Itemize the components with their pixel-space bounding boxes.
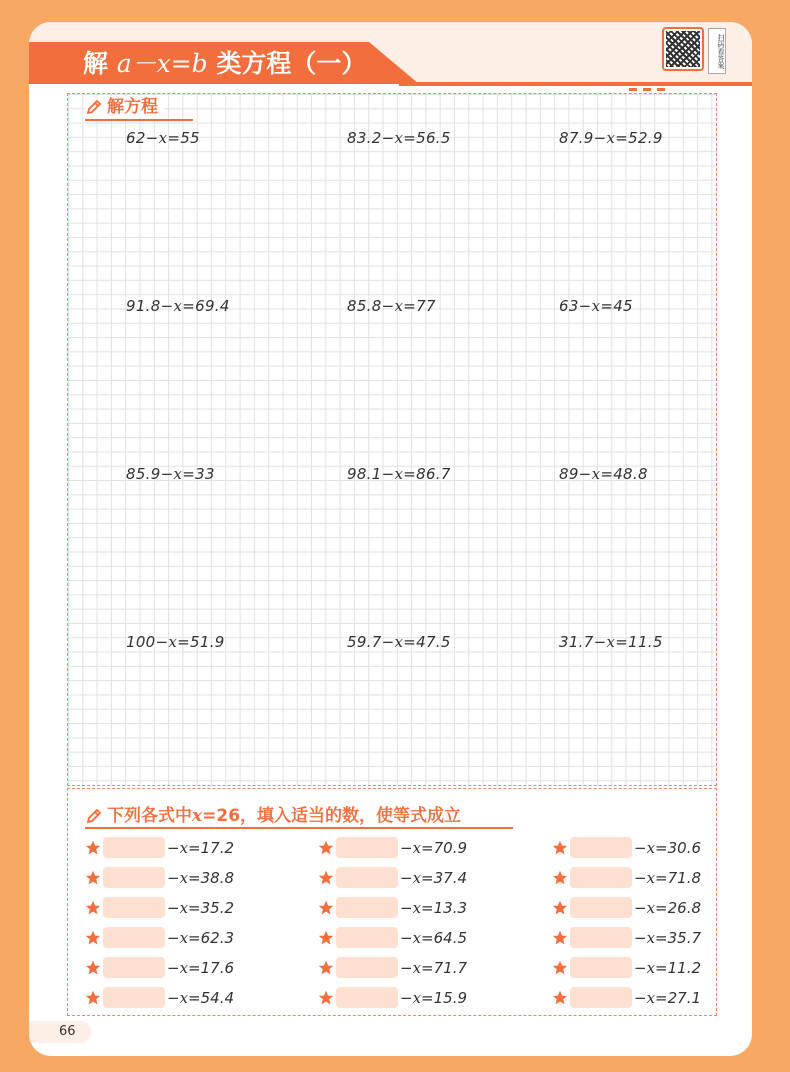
fill-variable: x (179, 839, 189, 857)
equation-item (559, 465, 648, 483)
fill-in-item (318, 867, 478, 889)
qr-label: 扫码看答案 (708, 28, 726, 74)
equation-item (347, 129, 451, 147)
answer-blank[interactable] (570, 927, 632, 948)
equation-item (347, 633, 451, 651)
equation-left: 85.9− (126, 465, 174, 483)
fill-right: =54.4 (188, 989, 235, 1007)
fill-right: =71.7 (421, 959, 468, 977)
equation-left: 91.8− (126, 297, 174, 315)
fill-in-item (552, 987, 712, 1009)
equation-left: 31.7− (559, 633, 607, 651)
section-heading-text: 解方程 (107, 97, 158, 117)
title-prefix: 解 (83, 49, 109, 78)
fill-variable: x (412, 989, 422, 1007)
equation-item (347, 297, 436, 315)
fill-in-item (85, 867, 245, 889)
equation-left: 85.8− (347, 297, 395, 315)
star-icon (85, 900, 101, 916)
fill-right: =38.8 (188, 869, 235, 887)
fill-in-item (552, 837, 712, 859)
answer-blank[interactable] (570, 867, 632, 888)
equation-right: =86.7 (403, 465, 451, 483)
equation-item (126, 465, 215, 483)
equation-right: =33 (182, 465, 215, 483)
fill-variable: x (179, 869, 189, 887)
fill-in-equation: −x=15.9 (400, 989, 468, 1007)
equation-variable: x (168, 633, 178, 651)
fill-in-equation: −x=62.3 (167, 929, 235, 947)
fill-right: =27.1 (655, 989, 702, 1007)
star-icon (318, 930, 334, 946)
fill-variable: x (179, 929, 189, 947)
fill-right: =15.9 (421, 989, 468, 1007)
page-number: 66 (29, 1021, 91, 1043)
qr-code-pattern (666, 31, 700, 67)
answer-blank[interactable] (103, 897, 165, 918)
equation-right: =51.9 (177, 633, 225, 651)
fill-right: =30.6 (655, 839, 702, 857)
equation-left: 98.1− (347, 465, 395, 483)
header-rule (399, 82, 752, 86)
fill-in-equation: −x=17.6 (167, 959, 235, 977)
star-icon (552, 960, 568, 976)
fill-in-equation: −x=35.7 (634, 929, 702, 947)
fill-in-equation: −x=30.6 (634, 839, 702, 857)
fill-in-equation: −x=71.8 (634, 869, 702, 887)
equation-item (559, 129, 663, 147)
equation-variable: x (173, 297, 183, 315)
equation-grid (67, 93, 717, 786)
fill-variable: x (412, 929, 422, 947)
star-icon (85, 960, 101, 976)
fill-heading-suffix: =26，填入适当的数，使等式成立 (202, 806, 462, 826)
equation-right: =55 (167, 129, 200, 147)
answer-blank[interactable] (336, 837, 398, 858)
fill-heading-underline (85, 827, 513, 829)
star-icon (552, 840, 568, 856)
equation-item (126, 633, 225, 651)
fill-variable: x (646, 869, 656, 887)
star-icon (552, 870, 568, 886)
answer-blank[interactable] (103, 837, 165, 858)
star-icon (318, 990, 334, 1006)
title-suffix: 类方程（一） (216, 49, 367, 78)
section-heading-underline (85, 119, 193, 121)
equation-item (126, 129, 200, 147)
title-formula: a－x=b (116, 49, 208, 78)
star-icon (85, 990, 101, 1006)
section-heading-fill (85, 805, 467, 827)
fill-in-item (318, 837, 478, 859)
fill-in-equation: −x=35.2 (167, 899, 235, 917)
fill-variable: x (646, 959, 656, 977)
fill-in-equation: −x=38.8 (167, 869, 235, 887)
fill-variable: x (646, 929, 656, 947)
section-heading-solve (85, 96, 164, 118)
equation-left: 63− (559, 297, 592, 315)
fill-variable: x (646, 899, 656, 917)
fill-in-equation: −x=17.2 (167, 839, 235, 857)
star-icon (552, 990, 568, 1006)
fill-heading-var: x (192, 806, 203, 826)
fill-right: =11.2 (655, 959, 702, 977)
fill-variable: x (179, 959, 189, 977)
answer-blank[interactable] (103, 957, 165, 978)
equation-item (559, 633, 663, 651)
fill-variable: x (412, 899, 422, 917)
fill-in-equation: −x=54.4 (167, 989, 235, 1007)
fill-heading-prefix: 下列各式中 (107, 806, 192, 826)
fill-right: =62.3 (188, 929, 235, 947)
fill-in-item (318, 897, 478, 919)
equation-right: =11.5 (615, 633, 663, 651)
answer-blank[interactable] (570, 987, 632, 1008)
star-icon (552, 900, 568, 916)
fill-in-equation: −x=71.7 (400, 959, 468, 977)
fill-in-item (318, 957, 478, 979)
equation-left: 89− (559, 465, 592, 483)
fill-right: =26.8 (655, 899, 702, 917)
star-icon (85, 870, 101, 886)
equation-variable: x (606, 129, 616, 147)
fill-right: =35.2 (188, 899, 235, 917)
answer-blank[interactable] (336, 957, 398, 978)
pencil-icon (85, 807, 103, 825)
answer-blank[interactable] (570, 837, 632, 858)
fill-variable: x (179, 899, 189, 917)
pencil-icon (85, 98, 103, 116)
fill-right: =17.2 (188, 839, 235, 857)
qr-code[interactable] (662, 27, 704, 71)
equation-right: =45 (600, 297, 633, 315)
answer-blank[interactable] (336, 987, 398, 1008)
star-icon (318, 960, 334, 976)
star-icon (318, 840, 334, 856)
fill-in-item (318, 987, 478, 1009)
fill-in-equation: −x=27.1 (634, 989, 702, 1007)
equation-left: 62− (126, 129, 159, 147)
equation-variable: x (394, 465, 404, 483)
equation-left: 100− (126, 633, 169, 651)
fill-in-equation: −x=70.9 (400, 839, 468, 857)
fill-in-item (85, 957, 245, 979)
answer-blank[interactable] (103, 867, 165, 888)
fill-in-item (552, 927, 712, 949)
equation-item (126, 297, 230, 315)
equation-variable: x (606, 633, 616, 651)
equation-item (347, 465, 451, 483)
fill-in-item (85, 837, 245, 859)
equation-right: =52.9 (615, 129, 663, 147)
answer-blank[interactable] (336, 867, 398, 888)
equation-right: =48.8 (600, 465, 648, 483)
answer-blank[interactable] (103, 927, 165, 948)
equation-right: =56.5 (403, 129, 451, 147)
star-icon (318, 870, 334, 886)
star-icon (552, 930, 568, 946)
fill-variable: x (646, 839, 656, 857)
fill-in-item (552, 897, 712, 919)
fill-in-equation: −x=37.4 (400, 869, 468, 887)
equation-right: =69.4 (182, 297, 230, 315)
fill-in-equation: −x=13.3 (400, 899, 468, 917)
fill-variable: x (412, 959, 422, 977)
equation-item (559, 297, 633, 315)
equation-variable: x (394, 297, 404, 315)
page-title (83, 49, 366, 79)
fill-in-equation: −x=11.2 (634, 959, 702, 977)
equation-variable: x (173, 465, 183, 483)
fill-in-item (85, 927, 245, 949)
fill-in-item (85, 897, 245, 919)
star-icon (318, 900, 334, 916)
star-icon (85, 930, 101, 946)
star-icon (85, 840, 101, 856)
fill-right: =13.3 (421, 899, 468, 917)
equation-variable: x (158, 129, 168, 147)
fill-right: =70.9 (421, 839, 468, 857)
fill-variable: x (646, 989, 656, 1007)
fill-right: =37.4 (421, 869, 468, 887)
equation-left: 83.2− (347, 129, 395, 147)
fill-variable: x (412, 869, 422, 887)
answer-blank[interactable] (570, 957, 632, 978)
equation-variable: x (591, 297, 601, 315)
fill-in-item (85, 987, 245, 1009)
worksheet-page (29, 22, 752, 1056)
equation-right: =77 (403, 297, 436, 315)
fill-right: =17.6 (188, 959, 235, 977)
answer-blank[interactable] (570, 897, 632, 918)
equation-right: =47.5 (403, 633, 451, 651)
answer-blank[interactable] (103, 987, 165, 1008)
fill-variable: x (412, 839, 422, 857)
fill-in-equation: −x=64.5 (400, 929, 468, 947)
equation-left: 87.9− (559, 129, 607, 147)
fill-in-item (552, 867, 712, 889)
fill-right: =71.8 (655, 869, 702, 887)
answer-blank[interactable] (336, 897, 398, 918)
equation-variable: x (394, 129, 404, 147)
equation-variable: x (591, 465, 601, 483)
equation-variable: x (394, 633, 404, 651)
fill-in-item (318, 927, 478, 949)
equation-left: 59.7− (347, 633, 395, 651)
answer-blank[interactable] (336, 927, 398, 948)
fill-in-item (552, 957, 712, 979)
fill-variable: x (179, 989, 189, 1007)
fill-in-equation: −x=26.8 (634, 899, 702, 917)
fill-right: =64.5 (421, 929, 468, 947)
fill-right: =35.7 (655, 929, 702, 947)
